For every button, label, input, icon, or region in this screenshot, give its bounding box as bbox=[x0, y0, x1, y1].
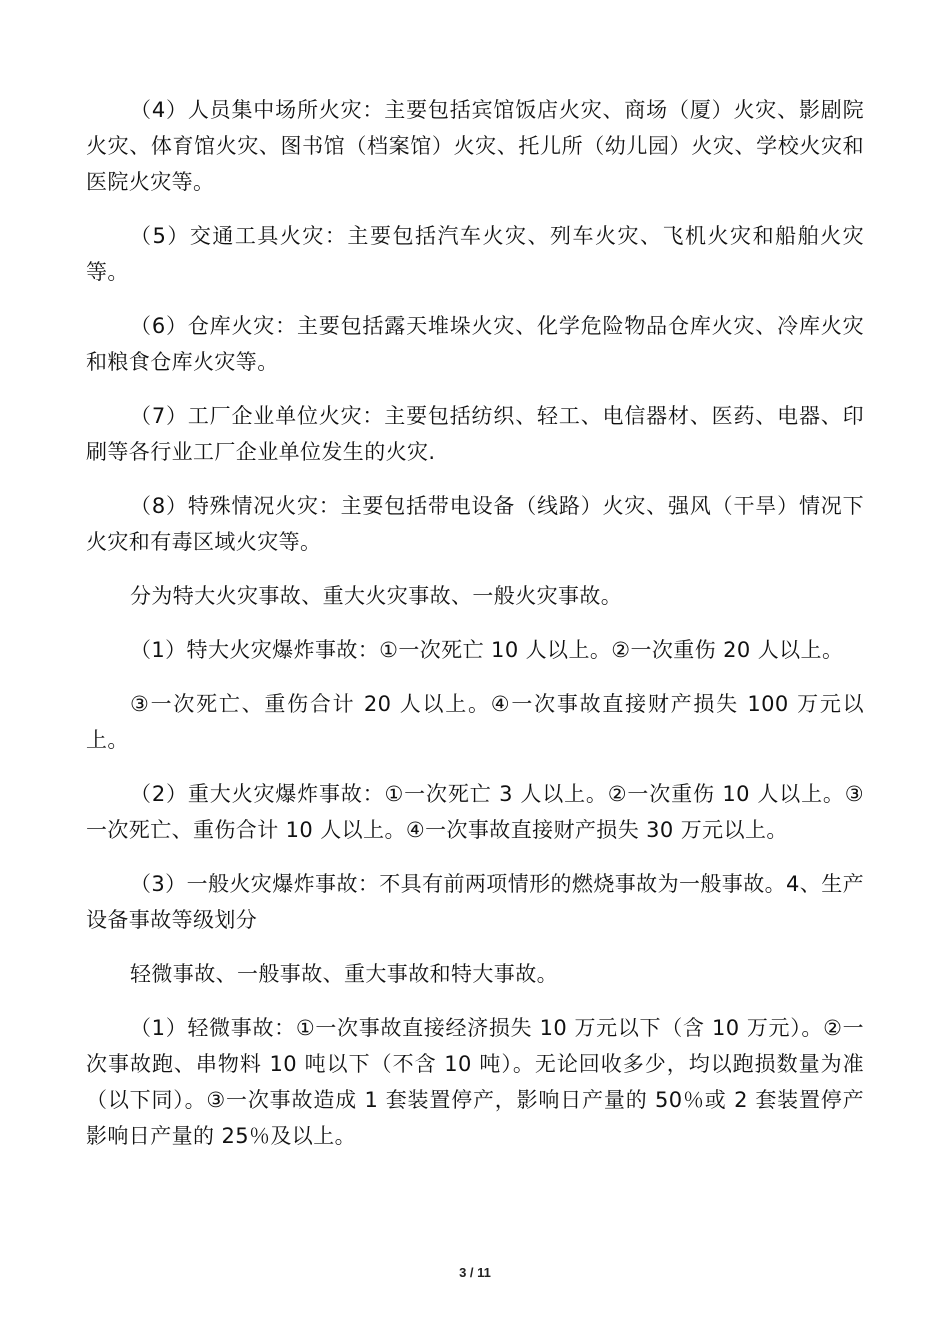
paragraph-warehouse-fire: （6）仓库火灾：主要包括露天堆垛火灾、化学危险物品仓库火灾、冷库火灾和粮食仓库火灾等。 bbox=[86, 314, 864, 374]
paragraph-minor-accident: （1）轻微事故：①一次事故直接经济损失 10 万元以下（含 10 万元）。②一次事故跑、串物料 10 吨以下（不含 10 吨）。无论回收多少，均以跑损数量为准（以下同）。③一次事故造成 1 套装置停产，影响日产量的 50％或 2 套装置停产影响日产量的 25％及以上。 bbox=[86, 1016, 864, 1148]
paragraph-serious-explosion: （2）重大火灾爆炸事故：①一次死亡 3 人以上。②一次重伤 10 人以上。③一次死亡、重伤合计 10 人以上。④一次事故直接财产损失 30 万元以上。 bbox=[86, 782, 864, 842]
paragraph-special-fire: （8）特殊情况火灾：主要包括带电设备（线路）火灾、强风（干旱）情况下火灾和有毒区域火灾等。 bbox=[86, 494, 864, 554]
paragraph-general-explosion: （3）一般火灾爆炸事故：不具有前两项情形的燃烧事故为一般事故。4、生产设备事故等级划分 bbox=[86, 872, 864, 932]
paragraph-crowded-places-fire: （4）人员集中场所火灾：主要包括宾馆饭店火灾、商场（厦）火灾、影剧院火灾、体育馆火灾、图书馆（档案馆）火灾、托儿所（幼儿园）火灾、学校火灾和医院火灾等。 bbox=[86, 98, 864, 194]
paragraph-fire-accident-classes: 分为特大火灾事故、重大火灾事故、一般火灾事故。 bbox=[130, 584, 623, 608]
paragraph-equipment-accident-classes: 轻微事故、一般事故、重大事故和特大事故。 bbox=[130, 962, 558, 986]
paragraph-major-explosion-part1: （1）特大火灾爆炸事故：①一次死亡 10 人以上。②一次重伤 20 人以上。 bbox=[130, 638, 844, 662]
paragraph-major-explosion-part2: ③一次死亡、重伤合计 20 人以上。④一次事故直接财产损失 100 万元以上。 bbox=[86, 692, 864, 752]
page-number: 3 / 11 bbox=[459, 1265, 491, 1280]
document-body bbox=[86, 92, 864, 1172]
paragraph-transport-fire: （5）交通工具火灾：主要包括汽车火灾、列车火灾、飞机火灾和船舶火灾等。 bbox=[86, 224, 864, 284]
paragraph-factory-fire: （7）工厂企业单位火灾：主要包括纺织、轻工、电信器材、医药、电器、印刷等各行业工厂企业单位发生的火灾. bbox=[86, 404, 864, 464]
